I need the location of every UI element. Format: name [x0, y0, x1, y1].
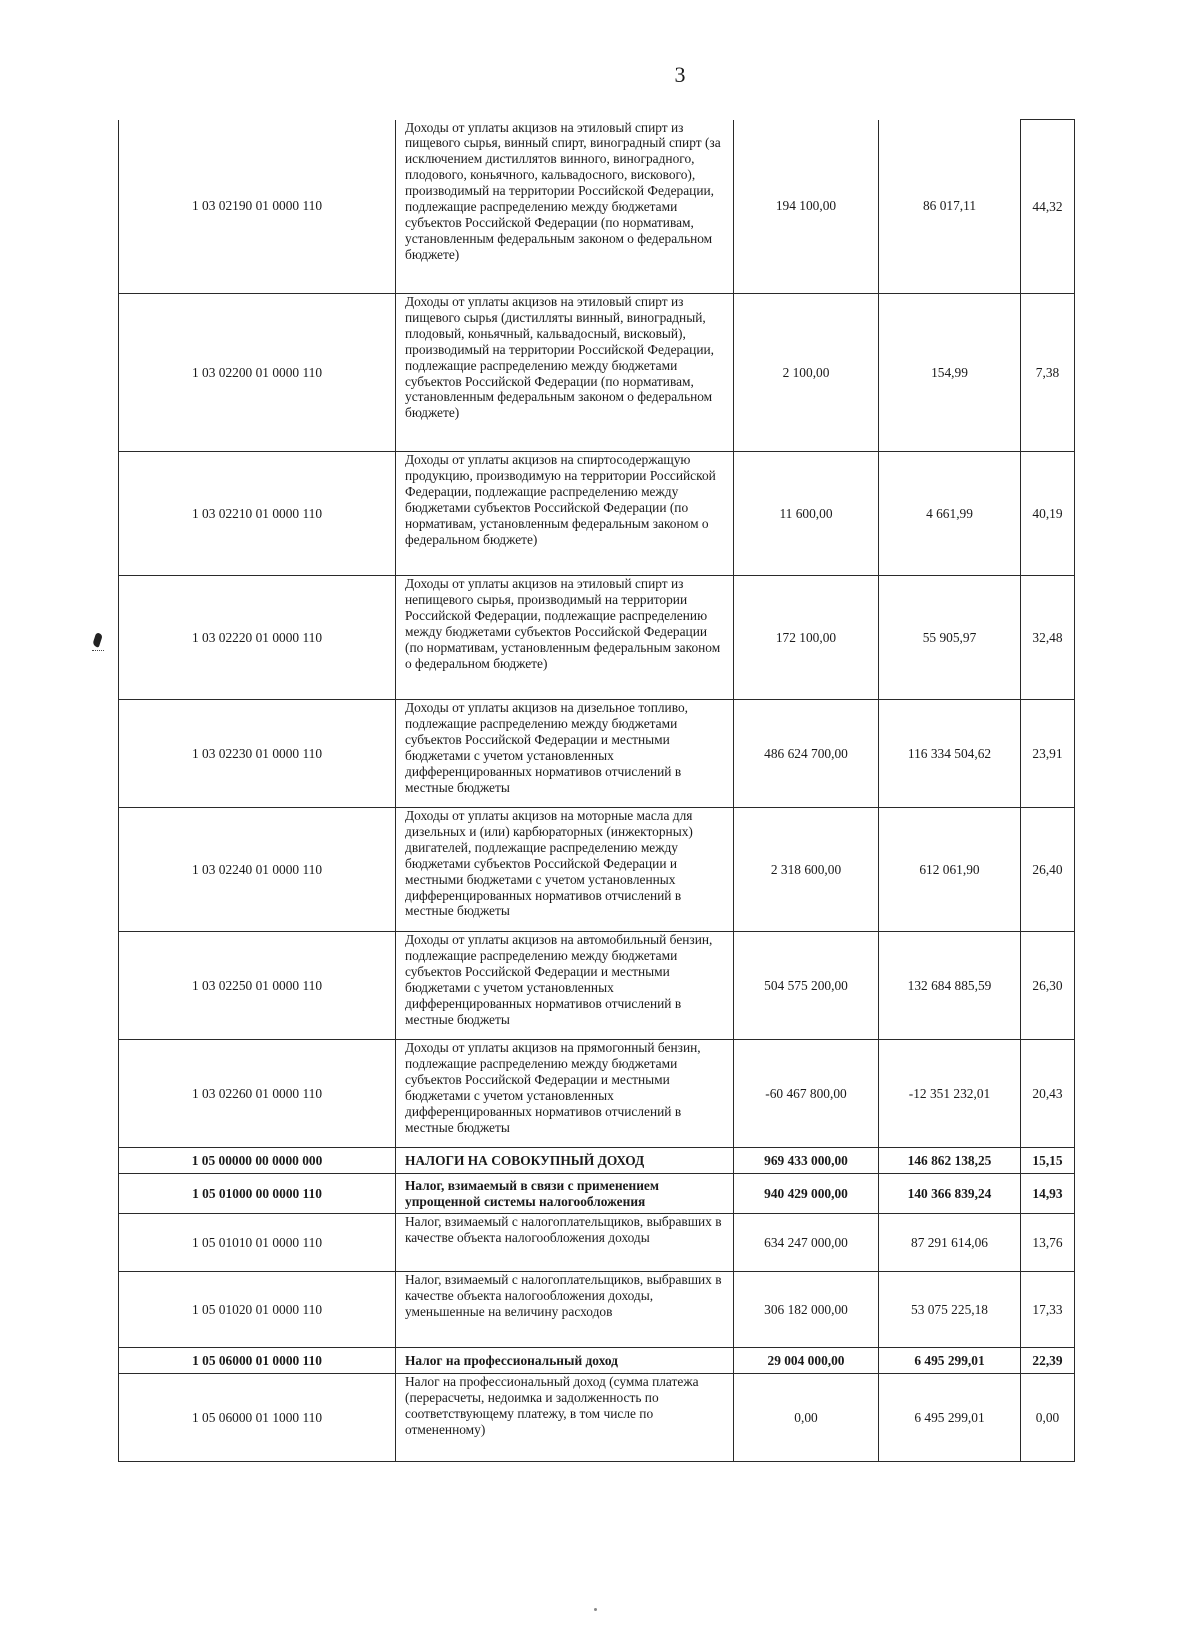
actual-amount-cell: 55 905,97: [879, 576, 1021, 700]
revenue-name-cell: Доходы от уплаты акцизов на спиртосодержащую продукцию, производимую на территории Российской Федерации, подлежащие распределению между бюджетами субъектов Российской Федерации (по нормативам, установленным федеральным законом о федеральном бюджете): [396, 452, 734, 576]
plan-amount-cell: 969 433 000,00: [734, 1148, 879, 1174]
plan-amount-cell: 172 100,00: [734, 576, 879, 700]
table-row: [119, 1374, 1075, 1462]
revenue-name-cell: Налог, взимаемый с налогоплательщиков, выбравших в качестве объекта налогообложения доходы, уменьшенные на величину расходов: [396, 1272, 734, 1348]
budget-code-cell: 1 05 01000 00 0000 110: [119, 1174, 396, 1214]
table-row: [119, 932, 1075, 1040]
budget-code-cell: 1 03 02230 01 0000 110: [119, 700, 396, 808]
budget-code-cell: 1 05 00000 00 0000 000: [119, 1148, 396, 1174]
percent-cell: 7,38: [1021, 294, 1075, 452]
table-row: [119, 1214, 1075, 1272]
revenue-name-cell: Налог, взимаемый в связи с применением упрощенной системы налогообложения: [396, 1174, 734, 1214]
actual-amount-cell: 86 017,11: [879, 120, 1021, 294]
percent-cell: 26,40: [1021, 808, 1075, 932]
plan-amount-cell: 11 600,00: [734, 452, 879, 576]
revenue-name-cell: Доходы от уплаты акцизов на прямогонный бензин, подлежащие распределению между бюджетами субъектов Российской Федерации и местными бюджетами с учетом установленных дифференцированных нормативов отчислений в местные бюджеты: [396, 1040, 734, 1148]
table-row: [119, 808, 1075, 932]
percent-cell: 13,76: [1021, 1214, 1075, 1272]
scan-artifact: [594, 1608, 597, 1611]
plan-amount-cell: 2 318 600,00: [734, 808, 879, 932]
plan-amount-cell: 940 429 000,00: [734, 1174, 879, 1214]
plan-amount-cell: -60 467 800,00: [734, 1040, 879, 1148]
scan-artifact: [92, 632, 103, 647]
table-row: [119, 120, 1075, 294]
plan-amount-cell: 504 575 200,00: [734, 932, 879, 1040]
plan-amount-cell: 29 004 000,00: [734, 1348, 879, 1374]
actual-amount-cell: 6 495 299,01: [879, 1374, 1021, 1462]
percent-cell: 17,33: [1021, 1272, 1075, 1348]
percent-cell: 20,43: [1021, 1040, 1075, 1148]
table-row: [119, 700, 1075, 808]
plan-amount-cell: 2 100,00: [734, 294, 879, 452]
plan-amount-cell: 306 182 000,00: [734, 1272, 879, 1348]
plan-amount-cell: 634 247 000,00: [734, 1214, 879, 1272]
actual-amount-cell: 4 661,99: [879, 452, 1021, 576]
percent-cell: 23,91: [1021, 700, 1075, 808]
percent-cell: 40,19: [1021, 452, 1075, 576]
revenue-table: [118, 119, 1075, 1462]
table-row: [119, 1174, 1075, 1214]
actual-amount-cell: 116 334 504,62: [879, 700, 1021, 808]
table-row: [119, 1348, 1075, 1374]
actual-amount-cell: 146 862 138,25: [879, 1148, 1021, 1174]
budget-code-cell: 1 03 02200 01 0000 110: [119, 294, 396, 452]
budget-code-cell: 1 05 01010 01 0000 110: [119, 1214, 396, 1272]
actual-amount-cell: 6 495 299,01: [879, 1348, 1021, 1374]
actual-amount-cell: 132 684 885,59: [879, 932, 1021, 1040]
page-number: 3: [674, 62, 686, 87]
percent-cell: 15,15: [1021, 1148, 1075, 1174]
table-row: [119, 294, 1075, 452]
percent-cell: 14,93: [1021, 1174, 1075, 1214]
percent-cell: 0,00: [1021, 1374, 1075, 1462]
budget-code-cell: 1 03 02250 01 0000 110: [119, 932, 396, 1040]
table-row: [119, 1040, 1075, 1148]
plan-amount-cell: 194 100,00: [734, 120, 879, 294]
revenue-name-cell: Налог на профессиональный доход (сумма платежа (перерасчеты, недоимка и задолженность по соответствующему платежу, в том числе по отмененному): [396, 1374, 734, 1462]
table-row: [119, 1272, 1075, 1348]
revenue-name-cell: Доходы от уплаты акцизов на этиловый спирт из непищевого сырья, производимый на территории Российской Федерации, подлежащие распределению между бюджетами субъектов Российской Федерации (по нормативам, установленным федеральным законом о федеральном бюджете): [396, 576, 734, 700]
actual-amount-cell: 53 075 225,18: [879, 1272, 1021, 1348]
table-row: [119, 452, 1075, 576]
budget-code-cell: 1 03 02210 01 0000 110: [119, 452, 396, 576]
percent-cell: 44,32: [1021, 120, 1075, 294]
plan-amount-cell: 0,00: [734, 1374, 879, 1462]
actual-amount-cell: 87 291 614,06: [879, 1214, 1021, 1272]
actual-amount-cell: 612 061,90: [879, 808, 1021, 932]
revenue-name-cell: НАЛОГИ НА СОВОКУПНЫЙ ДОХОД: [396, 1148, 734, 1174]
budget-code-cell: 1 03 02220 01 0000 110: [119, 576, 396, 700]
percent-cell: 32,48: [1021, 576, 1075, 700]
revenue-name-cell: Доходы от уплаты акцизов на автомобильный бензин, подлежащие распределению между бюджетами субъектов Российской Федерации и местными бюджетами с учетом установленных дифференцированных нормативов отчислений в местные бюджеты: [396, 932, 734, 1040]
budget-code-cell: 1 05 06000 01 0000 110: [119, 1348, 396, 1374]
actual-amount-cell: 140 366 839,24: [879, 1174, 1021, 1214]
revenue-name-cell: Доходы от уплаты акцизов на этиловый спирт из пищевого сырья, винный спирт, виноградный спирт (за исключением дистиллятов винного, виноградного, плодового, коньячного, кальвадосного, вискового), производимый на территории Российской Федерации, подлежащие распределению между бюджетами субъектов Российской Федерации (по нормативам, установленным федеральным законом о федеральном бюджете): [396, 120, 734, 294]
revenue-table-body: [119, 120, 1075, 1462]
revenue-name-cell: Доходы от уплаты акцизов на этиловый спирт из пищевого сырья (дистилляты винный, виноградный, плодовый, коньячный, кальвадосный, висковый), производимый на территории Российской Федерации, подлежащие распределению между бюджетами субъектов Российской Федерации (по нормативам, установленным федеральным законом о федеральном бюджете): [396, 294, 734, 452]
budget-code-cell: 1 03 02260 01 0000 110: [119, 1040, 396, 1148]
actual-amount-cell: -12 351 232,01: [879, 1040, 1021, 1148]
revenue-name-cell: Налог, взимаемый с налогоплательщиков, выбравших в качестве объекта налогообложения доходы: [396, 1214, 734, 1272]
revenue-name-cell: Доходы от уплаты акцизов на дизельное топливо, подлежащие распределению между бюджетами субъектов Российской Федерации и местными бюджетами с учетом установленных дифференцированных нормативов отчислений в местные бюджеты: [396, 700, 734, 808]
table-row: [119, 1148, 1075, 1174]
plan-amount-cell: 486 624 700,00: [734, 700, 879, 808]
percent-cell: 22,39: [1021, 1348, 1075, 1374]
revenue-name-cell: Налог на профессиональный доход: [396, 1348, 734, 1374]
budget-code-cell: 1 05 06000 01 1000 110: [119, 1374, 396, 1462]
table-row: [119, 576, 1075, 700]
budget-code-cell: 1 03 02240 01 0000 110: [119, 808, 396, 932]
budget-code-cell: 1 05 01020 01 0000 110: [119, 1272, 396, 1348]
actual-amount-cell: 154,99: [879, 294, 1021, 452]
percent-cell: 26,30: [1021, 932, 1075, 1040]
revenue-name-cell: Доходы от уплаты акцизов на моторные масла для дизельных и (или) карбюраторных (инжекторных) двигателей, подлежащие распределению между бюджетами субъектов Российской Федерации и местными бюджетами с учетом установленных дифференцированных нормативов отчислений в местные бюджеты: [396, 808, 734, 932]
budget-code-cell: 1 03 02190 01 0000 110: [119, 120, 396, 294]
scan-artifact: [92, 650, 104, 655]
